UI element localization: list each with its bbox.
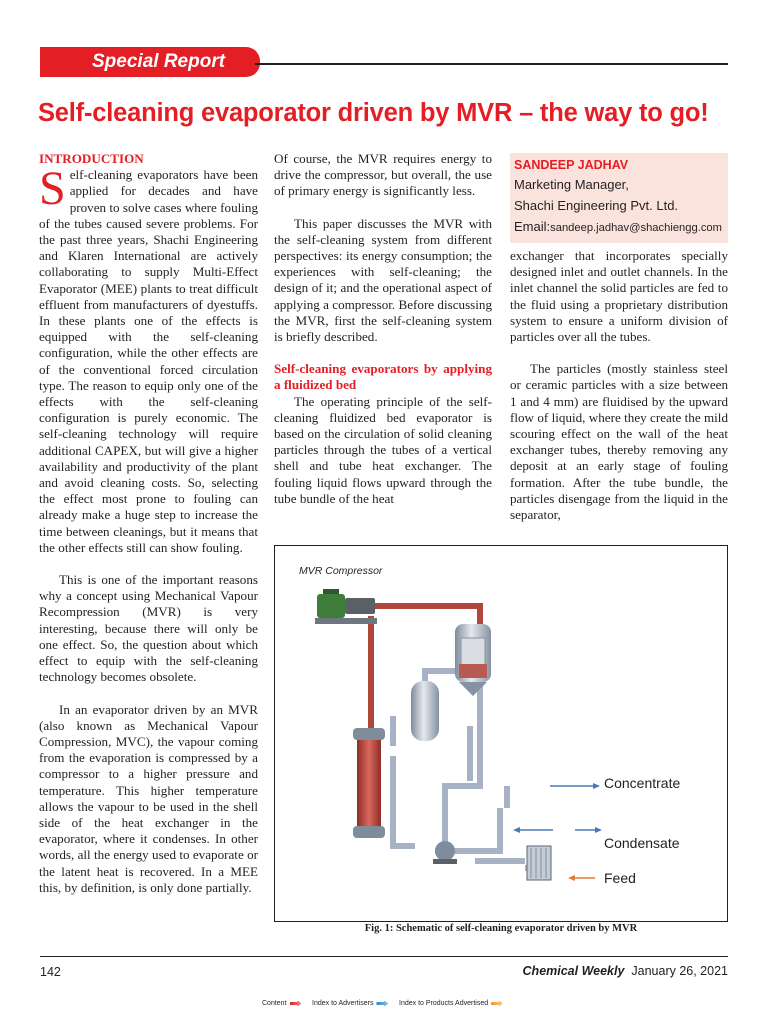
- paragraph-4: Of course, the MVR requires energy to drive the compressor, but overall, the use of primary energy is significantly less.: [274, 151, 492, 199]
- separator-vessel: [411, 681, 439, 741]
- nav-content-link[interactable]: [262, 1000, 302, 1007]
- author-email-row: [514, 216, 724, 239]
- paragraph-6-continued: exchanger that incorporates specially designed inlet and outlet channels. In the inlet channel the solid particles are fed to the fluid using a proprietary distribution system to ensure a uniform division of particles over all the tubes.: [510, 248, 728, 345]
- evaporator-heat-exchanger: [353, 728, 385, 838]
- column-left: [39, 151, 258, 896]
- intro-heading: INTRODUCTION: [39, 151, 144, 166]
- author-role: Marketing Manager,: [514, 177, 629, 192]
- banner-rule: [255, 63, 728, 65]
- paragraph-2: This is one of the important reasons why a concept using Mechanical Vapour Recompression (MVR) is very interesting, because there will only be one effect. So, the question about which effect to equip with the self-cleaning technology becomes obsolete.: [39, 572, 258, 685]
- pump: [433, 841, 457, 864]
- column-right: [510, 248, 728, 523]
- drop-cap: S: [39, 162, 66, 216]
- nav-content-label: Content: [262, 1000, 287, 1007]
- nav-products-link[interactable]: [399, 1000, 503, 1007]
- footer-rule: [40, 956, 728, 957]
- paragraph-3: In an evaporator driven by an MVR (also known as Mechanical Vapour Compression, MVC), the vapour coming from the evaporation is compressed by a compressor to a higher pressure and temperature. This higher temperature allows the vapour to be used in the shell side of the heat exchanger in the evaporator, where it condenses. In other words, all the energy used to evaporate or the latent heat is recovered. In a MEE this, by definition, is only done partially.: [39, 701, 258, 895]
- figure-caption: Fig. 1: Schematic of self-cleaning evaporator driven by MVR: [364, 923, 638, 934]
- paragraph-5: This paper discusses the MVR with the self-cleaning system from different perspectives: its energy consumption; the experiences with self-cleaning; the design of it; and the operational aspect of applying a compressor. Before discussing the MVR, first the self-cleaning system is briefly described.: [274, 215, 492, 345]
- author-company: Shachi Engineering Pvt. Ltd.: [514, 198, 679, 213]
- cyclone-separator: [455, 624, 491, 696]
- compressor: [315, 589, 377, 624]
- arrow-right-icon: [376, 1001, 388, 1007]
- page-number: 142: [40, 965, 61, 979]
- nav-advertisers-label: Index to Advertisers: [312, 1000, 374, 1007]
- journal-dateline: [510, 964, 728, 978]
- issue-date: January 26, 2021: [631, 964, 728, 978]
- label-feed: Feed: [604, 870, 636, 886]
- section-banner: [40, 47, 260, 77]
- sub-heading: Self-cleaning evaporators by applying a fluidized bed: [274, 361, 492, 393]
- nav-advertisers-link[interactable]: [312, 1000, 388, 1007]
- nav-products-label: Index to Products Advertised: [399, 1000, 489, 1007]
- paragraph-7: The particles (mostly stainless steel or ceramic particles with a size between 1 and 4 mm) are fluidised by the upward flow of liquid, where they create the mild scouring effect on the wall of the heat exchanger tubes, thereby removing any deposit at an early stage of fouling formation. After the tube bundle, the particles disengage from the liquid in the separator,: [510, 361, 728, 523]
- author-name: SANDEEP JADHAV: [514, 158, 629, 172]
- column-middle: [274, 151, 492, 506]
- label-concentrate: Concentrate: [604, 775, 681, 791]
- author-email-link[interactable]: sandeep.jadhav@shachiengg.com: [550, 222, 722, 234]
- author-box: [510, 153, 728, 243]
- journal-name: Chemical Weekly: [522, 964, 625, 978]
- mvr-schematic-diagram: [275, 546, 727, 921]
- plate-heat-exchanger: [527, 846, 551, 880]
- paragraph-1: [39, 162, 258, 556]
- label-condensate: Condensate: [604, 835, 680, 851]
- label-compressor: MVR Compressor: [299, 565, 383, 577]
- paragraph-6: The operating principle of the self-cleaning fluidized bed evaporator is based on the circulation of solid cleaning particles through the tubes of a vertical shell and tube heat exchanger. The fouling liquid flows upward through the tube bundle of the heat: [274, 393, 492, 506]
- arrow-right-icon: [290, 1001, 302, 1007]
- section-label: Special Report: [92, 51, 226, 72]
- figure-schematic: [274, 545, 728, 922]
- paragraph-1-text: elf-cleaning evaporators have been applied for decades and have proven to solve cases where fouling of the tubes caused severe problems. For the past three years, Shachi Engineering and Klaren International are actively collaborating to supply Multi-Effect Evaporator (MEE) plants to treat difficult effluent from manufacturers of dyestuffs. In these plants one of the effects is equipped with the self-cleaning configuration, while the other effects are of the conventional forced circulation type. The reason to equip only one of the effects with the self-cleaning configuration is purely economic. The self-cleaning technology will require additional CAPEX, but will give a higher availability and productivity of the plant and avoid cleaning costs. So, selecting the effect most prone to fouling can already make a huge step to increase the time between cleanings, but it means that the other effects still can show fouling.: [39, 167, 258, 555]
- arrow-right-icon: [491, 1001, 503, 1007]
- author-email-label: Email:: [514, 219, 551, 234]
- article-headline: Self-cleaning evaporator driven by MVR – the way to go!: [38, 99, 709, 127]
